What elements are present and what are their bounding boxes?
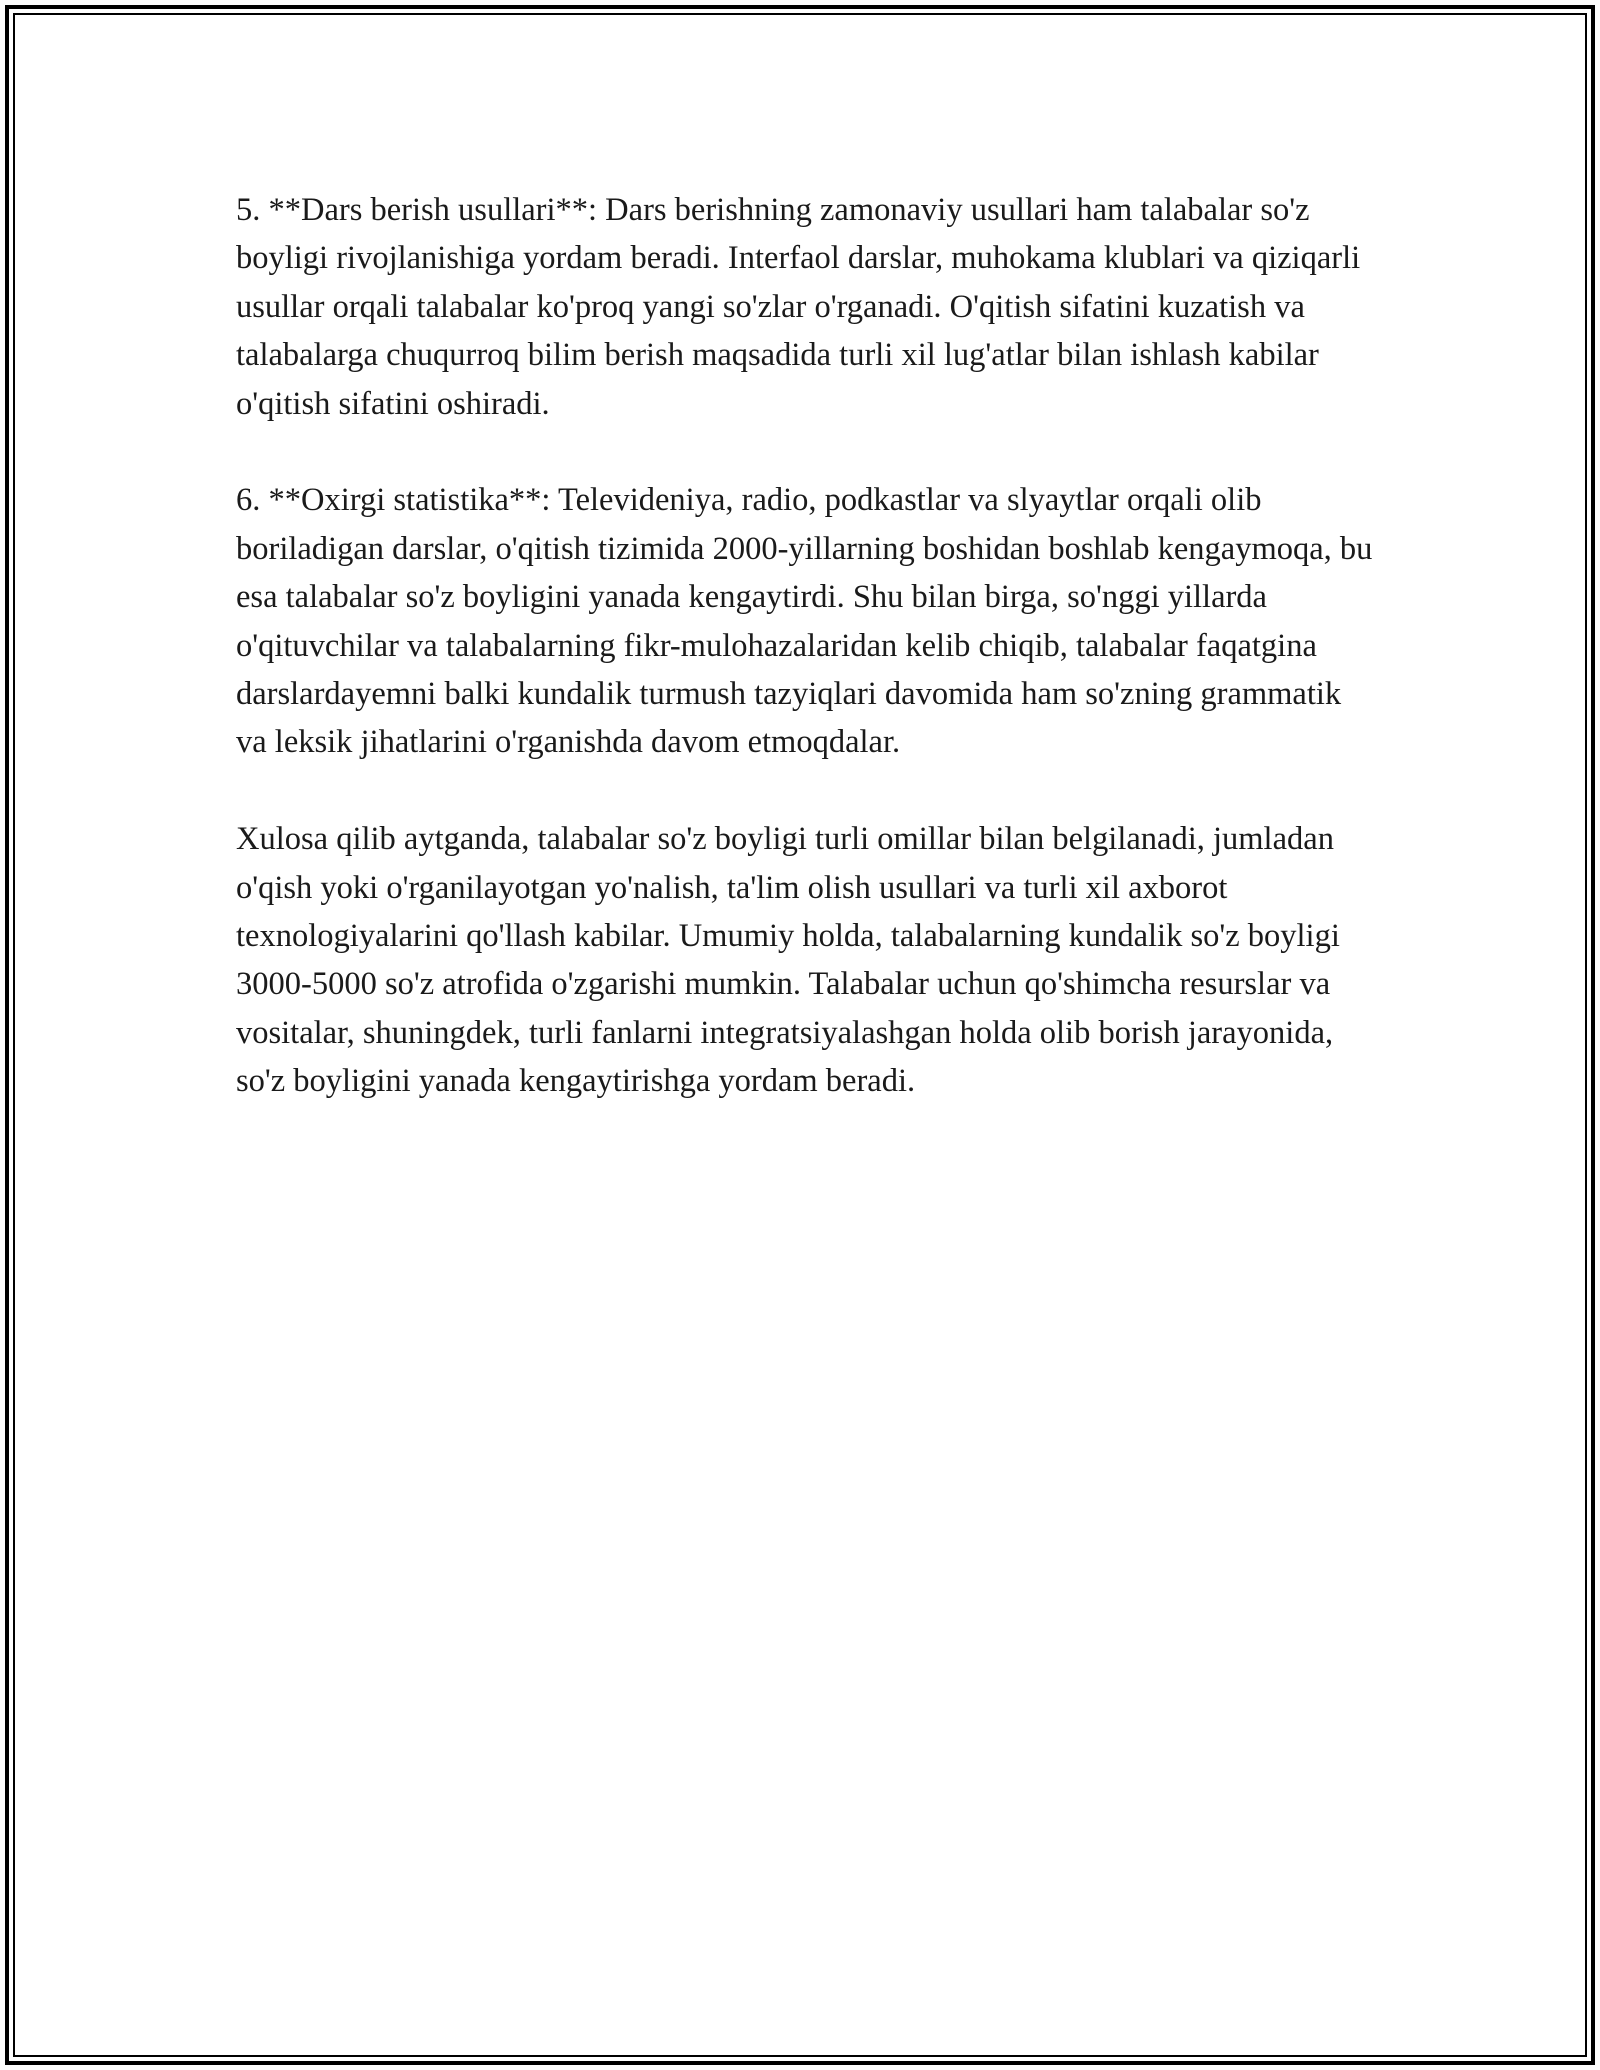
document-body bbox=[236, 186, 1376, 1154]
paragraph-dars-berish-usullari: 5. **Dars berish usullari**: Dars berishning zamonaviy usullari ham talabalar so'z boyligi rivojlanishiga yordam beradi. Interfaol darslar, muhokama klublari va qiziqarli usullar orqali talabalar ko'proq yangi so'zlar o'rganadi. O'qitish sifatini kuzatish va talabalarga chuqurroq bilim berish maqsadida turli xil lug'atlar bilan ishlash kabilar o'qitish sifatini oshiradi. bbox=[236, 192, 1361, 422]
paragraph-xulosa: Xulosa qilib aytganda, talabalar so'z boyligi turli omillar bilan belgilanadi, jumladan o'qish yoki o'rganilayotgan yo'nalish, ta'lim olish usullari va turli xil axborot texnologiyalarini qo'llash kabilar. Umumiy holda, talabalarning kundalik so'z boyligi 3000-5000 so'z atrofida o'zgarishi mumkin. Talabalar uchun qo'shimcha resurslar va vositalar, shuningdek, turli fanlarni integratsiyalashgan holda olib borish jarayonida, so'z boyligini yanada kengaytirishga yordam beradi. bbox=[236, 821, 1340, 1100]
paragraph-oxirgi-statistika: 6. **Oxirgi statistika**: Televideniya, radio, podkastlar va slyaytlar orqali olib boriladigan darslar, o'qitish tizimida 2000-yillarning boshidan boshlab kengaymoqa, bu esa talabalar so'z boyligini yanada kengaytirdi. Shu bilan birga, so'nggi yillarda o'qituvchilar va talabalarning fikr-mulohazalaridan kelib chiqib, talabalar faqatgina darslardayemni balki kundalik turmush tazyiqlari davomida ham so'zning grammatik va leksik jihatlarini o'rganishda davom etmoqdalar. bbox=[236, 482, 1373, 761]
